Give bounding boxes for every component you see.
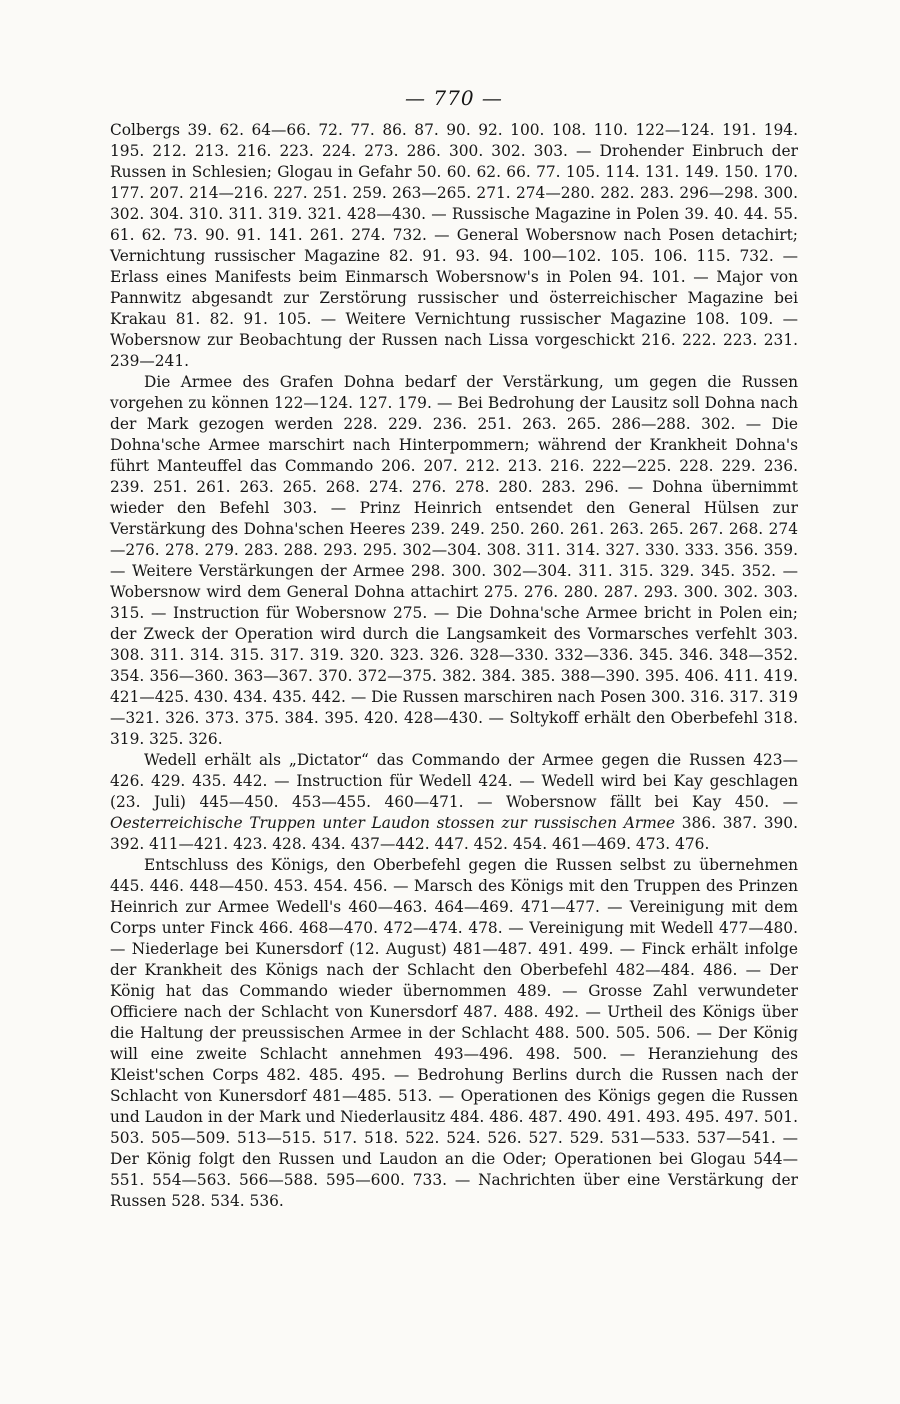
document-page xyxy=(110,84,798,1212)
paragraph-text: Die Armee des Grafen Dohna bedarf der Verstärkung, um gegen die Russen vorgehen zu können 122—124. 127. 179. — Bei Bedrohung der Lausitz soll Dohna nach der Mark gezogen werden 228. 229. 236. 251. 263. 265. 286—288. 302. — Die Dohna'sche Armee marschirt nach Hinterpommern; während der Krankheit Dohna's führt Manteuffel das Commando 206. 207. 212. 213. 216. 222—225. 228. 229. 236. 239. 251. 261. 263. 265. 268. 274. 276. 278. 280. 283. 296. — Dohna übernimmt wieder den Befehl 303. — Prinz Heinrich entsendet den General Hülsen zur Verstärkung des Dohna'schen Heeres 239. 249. 250. 260. 261. 263. 265. 267. 268. 274—276. 278. 279. 283. 288. 293. 295. 302—304. 308. 311. 314. 327. 330. 333. 356. 359. — Weitere Verstärkungen der Armee 298. 300. 302—304. 311. 315. 329. 345. 352. — Wobersnow wird dem General Dohna attachirt 275. 276. 280. 287. 293. 300. 302. 303. 315. — Instruction für Wobersnow 275. — Die Dohna'sche Armee bricht in Polen ein; der Zweck der Operation wird durch die Langsamkeit des Vormarsches verfehlt 303. 308. 311. 314. 315. 317. 319. 320. 323. 326. 328—330. 332—336. 345. 346. 348—352. 354. 356—360. 363—367. 370. 372—375. 382. 384. 385. 388—390. 395. 406. 411. 419. 421—425. 430. 434. 435. 442. — Die Russen marschiren nach Posen 300. 316. 317. 319—321. 326. 373. 375. 384. 395. 420. 428—430. — Soltykoff erhält den Oberbefehl 318. 319. 325. 326. xyxy=(110,373,798,748)
index-paragraph-3 xyxy=(110,750,798,855)
page-number: — 770 — xyxy=(405,86,503,110)
paragraph-text: Colbergs 39. 62. 64—66. 72. 77. 86. 87. 90. 92. 100. 108. 110. 122—124. 191. 194. 195. 212. 213. 216. 223. 224. 273. 286. 300. 302. 303. — Drohender Einbruch der Russen in Schlesien; Glogau in Gefahr 50. 60. 62. 66. 77. 105. 114. 131. 149. 150. 170. 177. 207. 214—216. 227. 251. 259. 263—265. 271. 274—280. 282. 283. 296—298. 300. 302. 304. 310. 311. 319. 321. 428—430. — Russische Magazine in Polen 39. 40. 44. 55. 61. 62. 73. 90. 91. 141. 261. 274. 732. — General Wobersnow nach Posen detachirt; Vernichtung russischer Magazine 82. 91. 93. 94. 100—102. 105. 106. 115. 732. — Erlass eines Manifests beim Einmarsch Wobersnow's in Polen 94. 101. — Major von Pannwitz abgesandt zur Zerstörung russischer und österreichischer Magazine bei Krakau 81. 82. 91. 105. — Weitere Vernichtung russischer Magazine 108. 109. — Wobersnow zur Beobachtung der Russen nach Lissa vorgeschickt 216. 222. 223. 231. 239—241. xyxy=(110,121,798,370)
index-paragraph-1 xyxy=(110,120,798,372)
index-paragraph-2 xyxy=(110,372,798,750)
paragraph-text: Wedell erhält als „Dictator“ das Commando der Armee gegen die Russen 423—426. 429. 435. 442. — Instruction für Wedell 424. — Wedell wird bei Kay geschlagen (23. Juli) 445—450. 453—455. 460—471. — Wobersnow fällt bei Kay 450. — xyxy=(110,751,798,811)
index-paragraph-4 xyxy=(110,855,798,1212)
paragraph-text: Entschluss des Königs, den Oberbefehl gegen die Russen selbst zu übernehmen 445. 446. 448—450. 453. 454. 456. — Marsch des Königs mit den Truppen des Prinzen Heinrich zur Armee Wedell's 460—463. 464—469. 471—477. — Vereinigung mit dem Corps unter Finck 466. 468—470. 472—474. 478. — Vereinigung mit Wedell 477—480. — Niederlage bei Kunersdorf (12. August) 481—487. 491. 499. — Finck erhält infolge der Krankheit des Königs nach der Schlacht den Oberbefehl 482—484. 486. — Der König hat das Commando wieder übernommen 489. — Grosse Zahl verwundeter Officiere nach der Schlacht von Kunersdorf 487. 488. 492. — Urtheil des Königs über die Haltung der preussischen Armee in der Schlacht 488. 500. 505. 506. — Der König will eine zweite Schlacht annehmen 493—496. 498. 500. — Heranziehung des Kleist'schen Corps 482. 485. 495. — Bedrohung Berlins durch die Russen nach der Schlacht von Kunersdorf 481—485. 513. — Operationen des Königs gegen die Russen und Laudon in der Mark und Niederlausitz 484. 486. 487. 490. 491. 493. 495. 497. 501. 503. 505—509. 513—515. 517. 518. 522. 524. 526. 527. 529. 531—533. 537—541. — Der König folgt den Russen und Laudon an die Oder; Operationen bei Glogau 544—551. 554—563. 566—588. 595—600. 733. — Nachrichten über eine Verstärkung der Russen 528. 534. 536. xyxy=(110,856,798,1210)
paragraph-text: 386. 387. 390. 392. 411—421. 423. 428. 434. 437—442. 447. 452. 454. 461—469. 473. 476. xyxy=(110,814,798,853)
paragraph-italic-text: Oesterreichische Truppen unter Laudon stossen zur russischen Armee xyxy=(110,814,676,832)
